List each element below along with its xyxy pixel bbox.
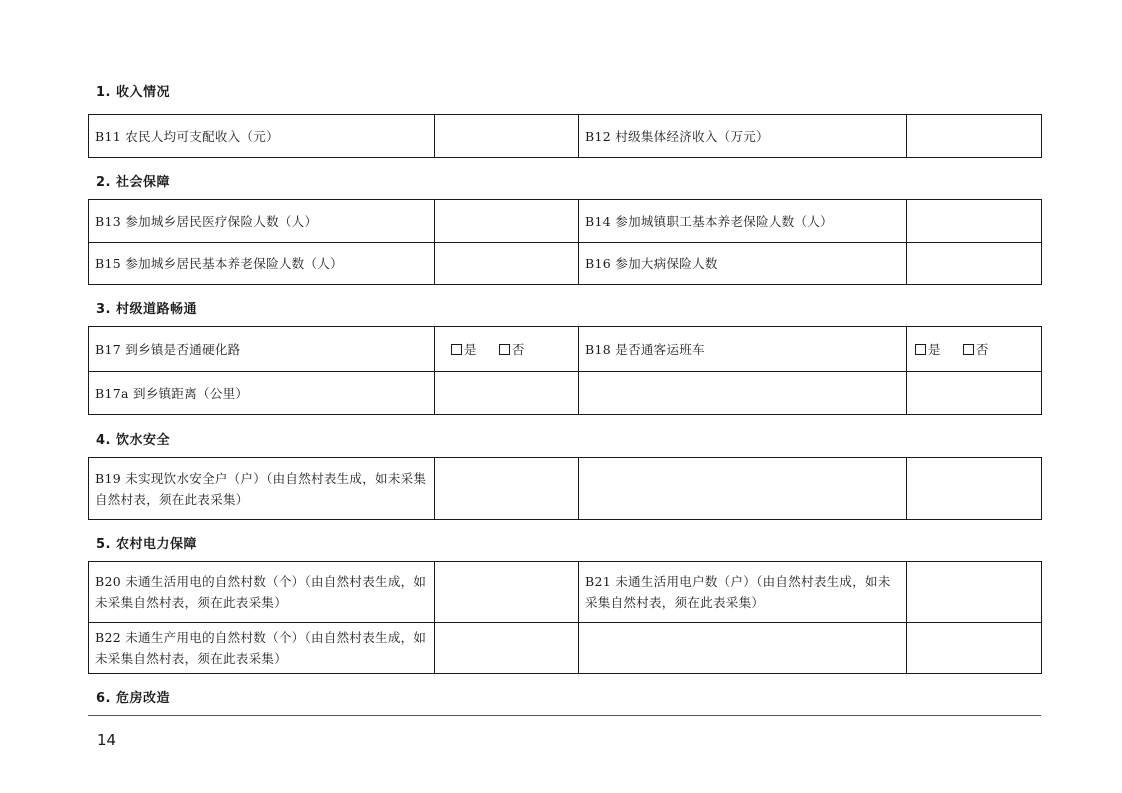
label-b20: B20 未通生活用电的自然村数（个）（由自然村表生成，如未采集自然村表，须在此表采集） [89, 562, 435, 623]
empty-cell [579, 623, 907, 674]
label-b19: B19 未实现饮水安全户（户）（由自然村表生成，如未采集自然村表，须在此表采集） [89, 458, 435, 520]
section-heading-water: 4. 饮水安全 [96, 433, 171, 448]
empty-cell [579, 372, 907, 415]
income-table [88, 114, 1042, 158]
input-b14[interactable] [907, 200, 1042, 243]
b18-options [907, 327, 1042, 372]
section-heading-income: 1. 收入情况 [96, 85, 171, 100]
input-b16[interactable] [907, 243, 1042, 285]
footer-rule [88, 715, 1041, 716]
water-table [88, 457, 1042, 520]
input-b22[interactable] [435, 623, 579, 674]
b17-yes-option[interactable]: 是 [451, 342, 477, 357]
empty-cell [579, 458, 907, 520]
label-b15: B15 参加城乡居民基本养老保险人数（人） [89, 243, 435, 285]
page-number: 14 [97, 731, 117, 749]
label-b21: B21 未通生活用电户数（户）（由自然村表生成，如未采集自然村表，须在此表采集） [579, 562, 907, 623]
empty-cell [907, 458, 1042, 520]
empty-cell [907, 623, 1042, 674]
section-heading-social-security: 2. 社会保障 [96, 175, 171, 190]
checkbox-icon [451, 344, 462, 355]
section-heading-housing: 6. 危房改造 [96, 691, 171, 706]
input-b12[interactable] [907, 115, 1042, 158]
empty-cell [907, 372, 1042, 415]
label-b16: B16 参加大病保险人数 [579, 243, 907, 285]
input-b11[interactable] [435, 115, 579, 158]
section-heading-electricity: 5. 农村电力保障 [96, 537, 198, 552]
roads-table [88, 326, 1042, 415]
social-security-table [88, 199, 1042, 285]
b18-no-option[interactable]: 否 [963, 342, 989, 357]
electricity-table [88, 561, 1042, 674]
checkbox-icon [915, 344, 926, 355]
input-b20[interactable] [435, 562, 579, 623]
label-b13: B13 参加城乡居民医疗保险人数（人） [89, 200, 435, 243]
checkbox-icon [963, 344, 974, 355]
label-b22: B22 未通生产用电的自然村数（个）（由自然村表生成，如未采集自然村表，须在此表采集） [89, 623, 435, 674]
input-b19[interactable] [435, 458, 579, 520]
b18-yes-option[interactable]: 是 [915, 342, 941, 357]
label-b17a: B17a 到乡镇距离（公里） [89, 372, 435, 415]
section-heading-roads: 3. 村级道路畅通 [96, 302, 198, 317]
label-b14: B14 参加城镇职工基本养老保险人数（人） [579, 200, 907, 243]
label-b11: B11 农民人均可支配收入（元） [89, 115, 435, 158]
b17-no-option[interactable]: 否 [499, 342, 525, 357]
input-b13[interactable] [435, 200, 579, 243]
input-b15[interactable] [435, 243, 579, 285]
label-b12: B12 村级集体经济收入（万元） [579, 115, 907, 158]
label-b17: B17 到乡镇是否通硬化路 [89, 327, 435, 372]
label-b18: B18 是否通客运班车 [579, 327, 907, 372]
checkbox-icon [499, 344, 510, 355]
input-b21[interactable] [907, 562, 1042, 623]
b17-options [435, 327, 579, 372]
input-b17a[interactable] [435, 372, 579, 415]
